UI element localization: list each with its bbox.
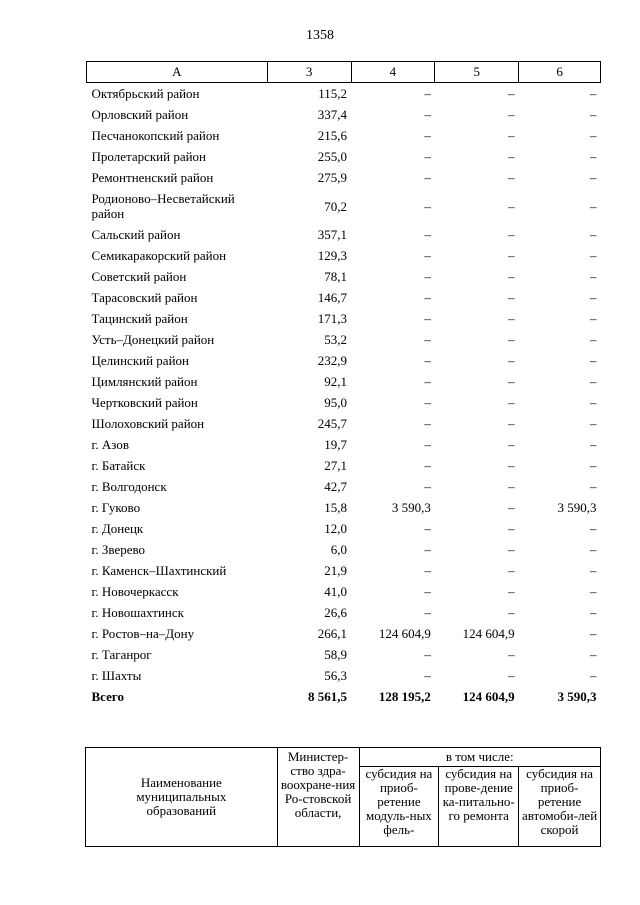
value-cell-6: – — [590, 107, 597, 122]
value-cell-4: – — [424, 170, 431, 185]
value-cell-5: – — [508, 374, 515, 389]
subsidy-header-3: субсидия на приоб-ретение автомоби-лей скорой — [519, 766, 601, 846]
value-cell-5: – — [508, 248, 515, 263]
value-cell-5: – — [508, 521, 515, 536]
value-cell-3: 8 561,5 — [308, 689, 348, 704]
table-row — [87, 455, 601, 476]
value-cell-6: – — [590, 290, 597, 305]
municipality-cell: Орловский район — [91, 107, 189, 122]
subsidy-header-2: субсидия на прове-дение ка-питально-го ремонта — [439, 766, 519, 846]
second-table-header — [85, 747, 601, 847]
table-row — [87, 497, 601, 518]
value-cell-4: 128 195,2 — [378, 689, 431, 704]
table-row — [87, 125, 601, 146]
value-cell-4: – — [424, 668, 431, 683]
value-cell-6: – — [590, 458, 597, 473]
municipality-cell: Тарасовский район — [91, 290, 198, 305]
value-cell-6: – — [590, 542, 597, 557]
table-body — [87, 83, 601, 708]
value-cell-3: 215,6 — [317, 128, 348, 143]
value-cell-4: – — [424, 521, 431, 536]
table-row — [87, 224, 601, 245]
header-cell: 6 — [519, 62, 601, 83]
value-cell-5: – — [508, 668, 515, 683]
value-cell-5: – — [508, 479, 515, 494]
value-cell-3: 95,0 — [324, 395, 348, 410]
value-cell-6: – — [590, 626, 597, 641]
value-cell-3: 70,2 — [324, 198, 348, 214]
table-row — [87, 104, 601, 125]
municipality-cell: Целинский район — [91, 353, 189, 368]
value-cell-3: 129,3 — [317, 248, 348, 263]
value-cell-6: – — [590, 311, 597, 326]
value-cell-6: 3 590,3 — [557, 689, 597, 704]
total-row — [87, 686, 601, 707]
value-cell-6: – — [590, 198, 597, 214]
municipality-cell: г. Таганрог — [91, 647, 152, 662]
value-cell-6: – — [590, 437, 597, 452]
table-row — [87, 245, 601, 266]
table-row — [87, 560, 601, 581]
value-cell-6: – — [590, 584, 597, 599]
value-cell-5: – — [508, 170, 515, 185]
value-cell-6: – — [590, 332, 597, 347]
table-row — [87, 350, 601, 371]
value-cell-3: 232,9 — [317, 353, 348, 368]
value-cell-4: – — [424, 542, 431, 557]
value-cell-3: 255,0 — [317, 149, 348, 164]
municipality-cell: Всего — [91, 689, 124, 704]
value-cell-6: – — [590, 227, 597, 242]
page-number: 1358 — [306, 28, 334, 43]
municipality-cell: Шолоховский район — [91, 416, 205, 431]
value-cell-3: 245,7 — [317, 416, 348, 431]
value-cell-6: – — [590, 86, 597, 101]
value-cell-4: – — [424, 353, 431, 368]
value-cell-4: – — [424, 647, 431, 662]
value-cell-3: 42,7 — [324, 479, 348, 494]
value-cell-5: – — [508, 353, 515, 368]
value-cell-4: – — [424, 290, 431, 305]
value-cell-5: 124 604,9 — [462, 689, 515, 704]
value-cell-6: – — [590, 353, 597, 368]
table-row — [87, 518, 601, 539]
value-cell-4: – — [424, 269, 431, 284]
value-cell-3: 115,2 — [318, 86, 348, 101]
value-cell-3: 41,0 — [324, 584, 348, 599]
value-cell-4: – — [424, 227, 431, 242]
column-ministry-header: Министер-ство здра-воохране-ния Ро-стовской области, — [277, 748, 359, 847]
value-cell-5: – — [508, 458, 515, 473]
value-cell-4: – — [424, 374, 431, 389]
value-cell-5: – — [508, 500, 515, 515]
municipality-cell: Усть–Донецкий район — [91, 332, 215, 347]
table-row — [87, 581, 601, 602]
value-cell-3: 275,9 — [317, 170, 348, 185]
table-row — [87, 371, 601, 392]
value-cell-3: 53,2 — [324, 332, 348, 347]
municipality-cell: Чертковский район — [91, 395, 198, 410]
municipality-cell: г. Батайск — [91, 458, 146, 473]
municipality-cell: Цимлянский район — [91, 374, 198, 389]
header-row — [87, 62, 601, 83]
table-row — [87, 602, 601, 623]
value-cell-6: – — [590, 128, 597, 143]
value-cell-4: – — [424, 248, 431, 263]
municipality-cell: г. Каменск–Шахтинский — [91, 563, 227, 578]
value-cell-5: – — [508, 269, 515, 284]
value-cell-6: – — [590, 668, 597, 683]
value-cell-5: – — [508, 86, 515, 101]
value-cell-5: – — [508, 605, 515, 620]
municipality-cell: г. Шахты — [91, 668, 142, 683]
table-row — [87, 83, 601, 105]
value-cell-3: 12,0 — [324, 521, 348, 536]
main-table — [86, 61, 601, 707]
value-cell-4: – — [424, 128, 431, 143]
value-cell-5: – — [508, 149, 515, 164]
value-cell-6: – — [590, 149, 597, 164]
value-cell-5: 124 604,9 — [462, 626, 515, 641]
municipality-cell: г. Ростов–на–Дону — [91, 626, 195, 641]
value-cell-6: – — [590, 248, 597, 263]
municipality-cell: Октябрьский район — [91, 86, 200, 101]
municipality-cell: г. Новочеркасск — [91, 584, 179, 599]
table-row — [87, 308, 601, 329]
value-cell-4: 3 590,3 — [391, 500, 431, 515]
table-row — [87, 665, 601, 686]
value-cell-3: 92,1 — [324, 374, 348, 389]
value-cell-3: 15,8 — [324, 500, 348, 515]
value-cell-3: 171,3 — [317, 311, 348, 326]
table-row — [87, 266, 601, 287]
table-row — [87, 146, 601, 167]
value-cell-5: – — [508, 395, 515, 410]
value-cell-6: – — [590, 479, 597, 494]
value-cell-5: – — [508, 416, 515, 431]
value-cell-4: – — [424, 605, 431, 620]
value-cell-4: – — [424, 198, 431, 214]
value-cell-6: – — [590, 563, 597, 578]
table-row — [87, 167, 601, 188]
header-cell: 3 — [267, 62, 351, 83]
subsidy-header-1: субсидия на приоб-ретение модуль-ных фель- — [359, 766, 439, 846]
municipality-cell: Сальский район — [91, 227, 181, 242]
value-cell-3: 6,0 — [330, 542, 348, 557]
value-cell-3: 337,4 — [317, 107, 348, 122]
value-cell-6: – — [590, 416, 597, 431]
table-row — [87, 329, 601, 350]
value-cell-6: – — [590, 269, 597, 284]
value-cell-4: – — [424, 311, 431, 326]
value-cell-3: 21,9 — [324, 563, 348, 578]
table-row — [87, 287, 601, 308]
value-cell-5: – — [508, 332, 515, 347]
value-cell-6: – — [590, 395, 597, 410]
value-cell-4: – — [424, 458, 431, 473]
municipality-cell: Семикаракорский район — [91, 248, 227, 263]
value-cell-5: – — [508, 311, 515, 326]
value-cell-4: – — [424, 107, 431, 122]
municipality-cell: Тацинский район — [91, 311, 188, 326]
header-cell: А — [87, 62, 268, 83]
value-cell-3: 56,3 — [324, 668, 348, 683]
value-cell-4: – — [424, 86, 431, 101]
municipality-cell: Песчанокопский район — [91, 128, 220, 143]
in-that-number-header: в том числе: — [359, 748, 601, 767]
value-cell-5: – — [508, 542, 515, 557]
value-cell-4: – — [424, 416, 431, 431]
municipality-cell: г. Донецк — [91, 521, 144, 536]
value-cell-4: – — [424, 563, 431, 578]
value-cell-4: 124 604,9 — [378, 626, 431, 641]
value-cell-5: – — [508, 198, 515, 214]
value-cell-3: 27,1 — [324, 458, 348, 473]
value-cell-3: 19,7 — [324, 437, 348, 452]
value-cell-5: – — [508, 107, 515, 122]
value-cell-5: – — [508, 584, 515, 599]
value-cell-3: 78,1 — [324, 269, 348, 284]
value-cell-5: – — [508, 227, 515, 242]
value-cell-5: – — [508, 647, 515, 662]
column-name-header: Наименование муниципальных образований — [86, 748, 278, 847]
value-cell-4: – — [424, 395, 431, 410]
value-cell-3: 357,1 — [317, 227, 348, 242]
value-cell-6: – — [590, 521, 597, 536]
value-cell-5: – — [508, 437, 515, 452]
municipality-cell: Советский район — [91, 269, 187, 284]
value-cell-4: – — [424, 437, 431, 452]
municipality-cell: г. Гуково — [91, 500, 141, 515]
table-row — [87, 644, 601, 665]
value-cell-3: 26,6 — [324, 605, 348, 620]
value-cell-4: – — [424, 479, 431, 494]
value-cell-6: 3 590,3 — [557, 500, 597, 515]
table-row — [87, 476, 601, 497]
municipality-cell: г. Зверево — [91, 542, 146, 557]
municipality-cell: Ремонтненский район — [91, 170, 214, 185]
value-cell-6: – — [590, 605, 597, 620]
value-cell-6: – — [590, 374, 597, 389]
municipality-cell: г. Азов — [91, 437, 129, 452]
value-cell-4: – — [424, 584, 431, 599]
municipality-cell: г. Волгодонск — [91, 479, 167, 494]
value-cell-4: – — [424, 332, 431, 347]
header-cell: 5 — [435, 62, 519, 83]
table-row — [87, 623, 601, 644]
table-row — [87, 434, 601, 455]
value-cell-6: – — [590, 170, 597, 185]
value-cell-3: 58,9 — [324, 647, 348, 662]
table-row — [87, 392, 601, 413]
value-cell-3: 266,1 — [317, 626, 348, 641]
municipality-cell: Пролетарский район — [91, 149, 207, 164]
municipality-cell: Родионово–Несветайский район — [91, 191, 235, 221]
value-cell-5: – — [508, 563, 515, 578]
municipality-cell: г. Новошахтинск — [91, 605, 184, 620]
value-cell-6: – — [590, 647, 597, 662]
value-cell-5: – — [508, 290, 515, 305]
header-cell: 4 — [351, 62, 435, 83]
table-row — [87, 413, 601, 434]
value-cell-5: – — [508, 128, 515, 143]
value-cell-4: – — [424, 149, 431, 164]
table-row — [87, 539, 601, 560]
table-row — [87, 188, 601, 224]
value-cell-3: 146,7 — [317, 290, 348, 305]
